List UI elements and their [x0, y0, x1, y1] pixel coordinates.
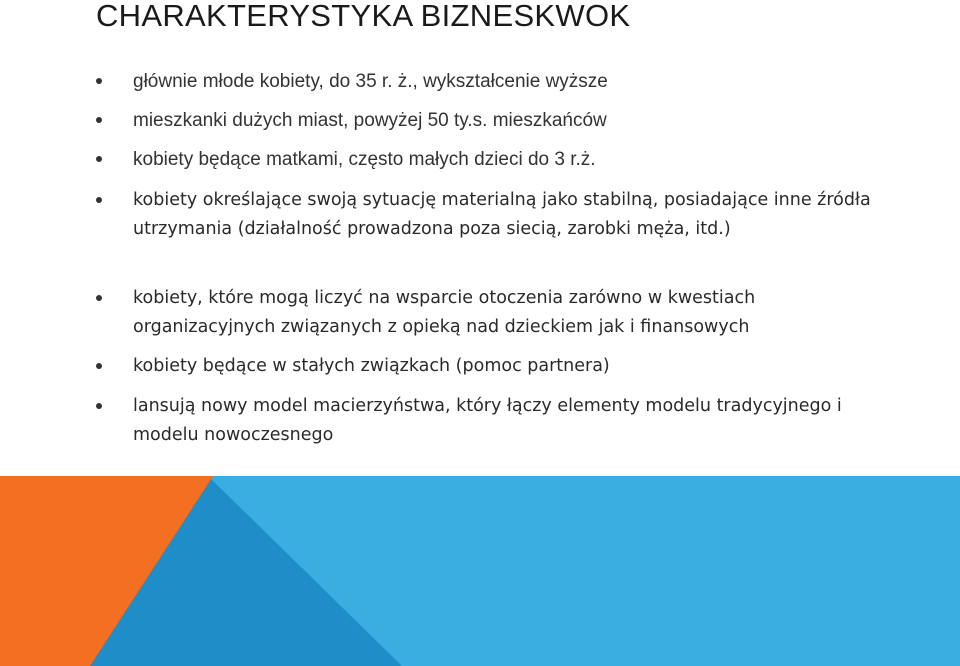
bullet-dot — [96, 403, 102, 409]
bullet-dot — [96, 156, 102, 162]
bullet-item — [96, 352, 876, 381]
bullet-dot — [96, 197, 102, 203]
bullet-text: lansują nowy model macierzyństwa, który łączy elementy modelu tradycyjnego i modelu nowoczesnego — [133, 396, 842, 445]
bullet-text: kobiety określające swoją sytuację materialną jako stabilną, posiadające inne źródła utrzymania (działalność prowadzona poza siecią, zarobki męża, itd.) — [133, 190, 871, 239]
bullet-text: kobiety będące matkami, często małych dzieci do 3 r.ż. — [133, 149, 596, 170]
bullet-item — [96, 106, 876, 135]
bullet-item — [96, 392, 876, 450]
bullet-text: kobiety będące w stałych związkach (pomoc partnera) — [133, 356, 610, 376]
bullet-dot — [96, 295, 102, 301]
bullet-text: mieszkanki dużych miast, powyżej 50 ty.s. mieszkańców — [133, 110, 607, 131]
bullet-dot — [96, 117, 102, 123]
bullet-text: głównie młode kobiety, do 35 r. ż., wykształcenie wyższe — [133, 71, 608, 92]
bullet-item — [96, 67, 876, 96]
bullet-item — [96, 186, 876, 244]
bullet-text: kobiety, które mogą liczyć na wsparcie otoczenia zarówno w kwestiach organizacyjnych związanych z opieką nad dzieckiem jak i finansowych — [133, 288, 756, 337]
bullet-item — [96, 284, 876, 342]
bullet-dot — [96, 363, 102, 369]
bullet-item — [96, 145, 876, 174]
slide-title: CHARAKTERYSTYKA BIZNESKWOK — [96, 0, 631, 33]
bullet-dot — [96, 78, 102, 84]
footer-decoration — [0, 476, 960, 666]
